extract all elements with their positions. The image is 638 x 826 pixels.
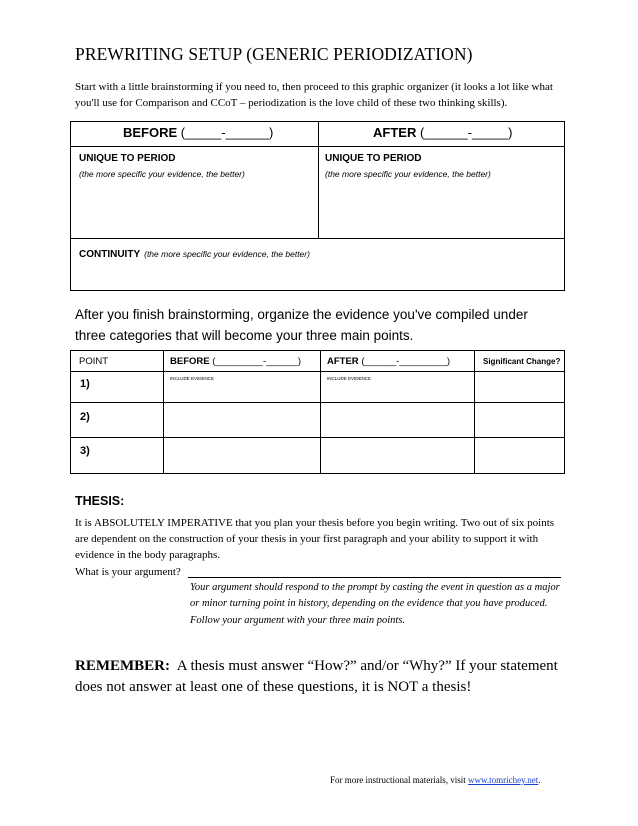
footer-text: For more instructional materials, visit — [330, 775, 466, 785]
after-header — [373, 125, 513, 140]
thesis-heading: THESIS: — [75, 494, 125, 508]
main-points-table — [70, 350, 565, 474]
thesis-paragraph: It is ABSOLUTELY IMPERATIVE that you plan your thesis before you begin writing. Two out of six points are dependent on the construction of your thesis in your first paragraph and your ability to support it with evidence in the body paragraphs. — [75, 517, 555, 561]
before-unique-note: (the more specific your evidence, the better) — [79, 169, 245, 179]
significant-change-header: Significant Change? — [483, 357, 561, 366]
before-after-organizer — [70, 121, 565, 291]
after-unique-note: (the more specific your evidence, the better) — [325, 169, 491, 179]
argument-note-2: Follow your argument with your three main points. — [190, 615, 406, 626]
before-header-2: BEFORE (_________-______) — [170, 356, 301, 367]
before-label: BEFORE — [123, 125, 178, 140]
after-include-evidence: INCLUDE EVIDENCE — [327, 376, 372, 381]
argument-label: What is your argument? — [75, 566, 181, 578]
after-unique-label: UNIQUE TO PERIOD — [325, 153, 422, 164]
before-include-evidence: INCLUDE EVIDENCE — [170, 376, 215, 381]
row-2-label: 2) — [80, 411, 90, 423]
continuity-note: (the more specific your evidence, the better) — [144, 249, 310, 259]
before-unique-label: UNIQUE TO PERIOD — [79, 153, 176, 164]
row-1-label: 1) — [80, 378, 90, 390]
after-header-2: AFTER (______-_________) — [327, 356, 451, 367]
remember-callout — [75, 656, 575, 698]
intro-paragraph: Start with a little brainstorming if you need to, then proceed to this graphic organizer (it looks a lot like what you'll use for Comparison and CCoT – periodization is the love child of these two thinking skills). — [75, 81, 553, 109]
remember-label: REMEMBER: — [75, 658, 170, 674]
organize-instructions: After you finish brainstorming, organize the evidence you've compiled under three categories that will become your three main points. — [75, 307, 528, 343]
after-label: AFTER — [373, 125, 417, 140]
footer-suffix: . — [538, 775, 541, 785]
continuity-cell — [79, 244, 310, 262]
before-header — [123, 125, 273, 140]
footer — [330, 775, 541, 785]
point-header: POINT — [79, 356, 109, 367]
argument-answer-line — [188, 577, 561, 578]
before-blank: (_____-______) — [180, 125, 274, 140]
after-blank: (______-_____) — [419, 125, 513, 140]
footer-link[interactable]: www.tomrichey.net — [467, 775, 539, 785]
argument-note: Your argument should respond to the prompt by casting the event in question as a major or minor turning point in history, depending on the evidence that you have produced. — [190, 582, 560, 609]
page-title: PREWRITING SETUP (GENERIC PERIODIZATION) — [75, 44, 473, 64]
row-3-label: 3) — [80, 445, 90, 457]
continuity-label: CONTINUITY — [79, 249, 141, 260]
remember-text: A thesis must answer “How?” and/or “Why?” If your statement does not answer at least one of these questions, it is NOT a thesis! — [75, 658, 558, 695]
